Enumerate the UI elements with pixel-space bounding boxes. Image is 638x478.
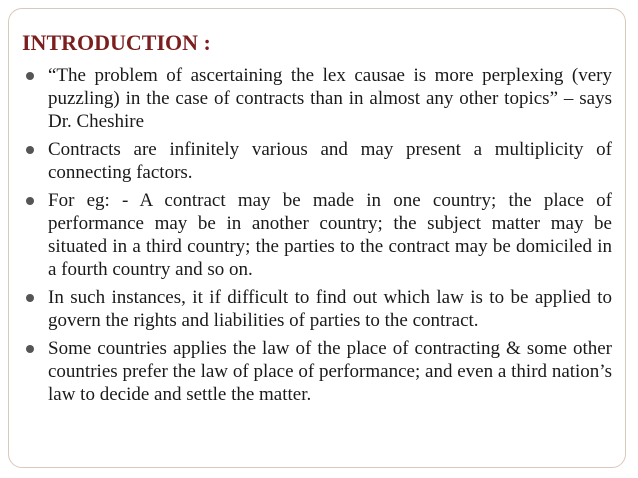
bullet-item: [24, 64, 612, 133]
bullet-item: [24, 337, 612, 406]
bullet-text: “The problem of ascertaining the lex causae is more perplexing (very puzzling) in the case of contracts than in almost any other topics” – says Dr. Cheshire: [48, 65, 612, 132]
bullet-list: [24, 64, 612, 411]
bullet-item: [24, 286, 612, 332]
bullet-item: [24, 189, 612, 281]
bullet-text: Some countries applies the law of the place of contracting & some other countries prefer the law of place of performance; and even a third nation’s law to decide and settle the matter.: [48, 338, 612, 405]
bullet-dot-icon: [26, 345, 34, 353]
bullet-dot-icon: [26, 72, 34, 80]
slide-title: INTRODUCTION :: [22, 30, 211, 55]
bullet-text: In such instances, it if difficult to find out which law is to be applied to govern the rights and liabilities of parties to the contract.: [48, 287, 612, 331]
bullet-dot-icon: [26, 146, 34, 154]
bullet-text: For eg: - A contract may be made in one country; the place of performance may be in another country; the subject matter may be situated in a third country; the parties to the contract may be domiciled in a fourth country and so on.: [48, 190, 612, 280]
bullet-item: [24, 138, 612, 184]
bullet-dot-icon: [26, 197, 34, 205]
bullet-dot-icon: [26, 294, 34, 302]
bullet-text: Contracts are infinitely various and may present a multiplicity of connecting factors.: [48, 139, 612, 183]
